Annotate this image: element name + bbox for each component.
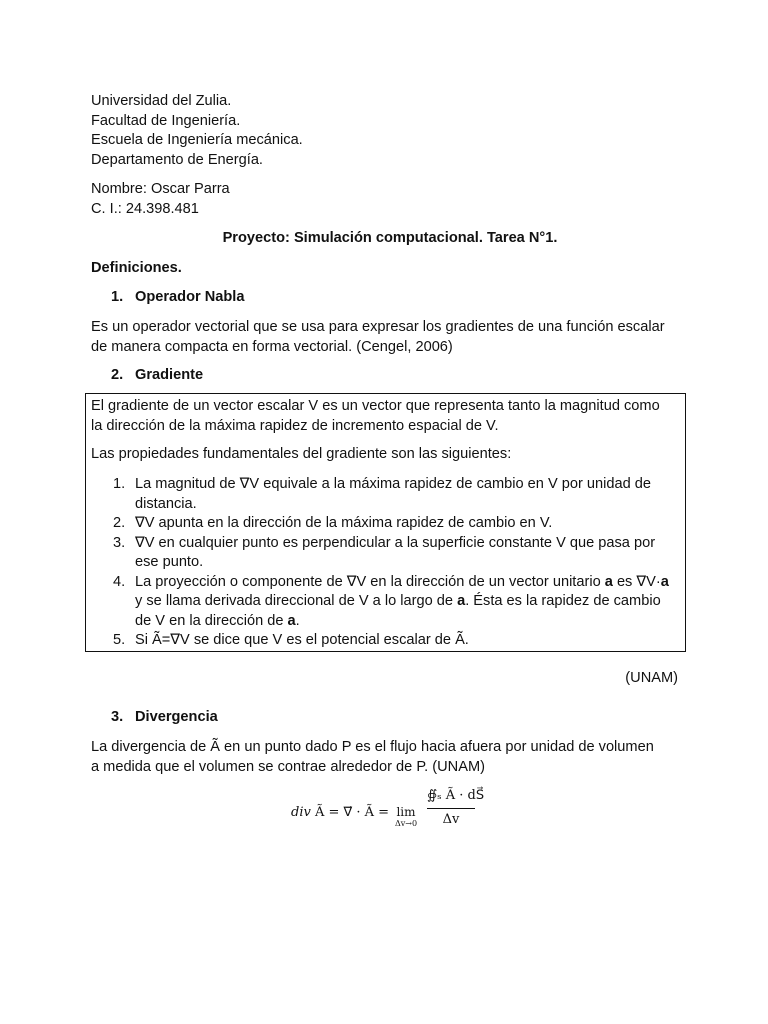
- list-line: [135, 592, 681, 612]
- section-number: 1.: [111, 289, 124, 305]
- project-title: Proyecto: Simulación computacional. Tarea N°1.: [222, 230, 558, 246]
- gradient-properties-list: [91, 475, 681, 651]
- bold-vector: a: [457, 593, 466, 609]
- text-run: y se llama derivada direccional de V a lo largo de: [135, 593, 458, 609]
- formula-fraction: [427, 786, 485, 829]
- list-item: [91, 475, 681, 514]
- student-name: Nombre: Oscar Parra: [91, 181, 230, 197]
- bold-vector: a: [660, 573, 669, 590]
- section-heading-nabla: [91, 288, 244, 308]
- formula-limit: [391, 805, 421, 829]
- bold-vector: a: [604, 573, 613, 590]
- list-number: 1.: [113, 476, 126, 492]
- list-line: ese punto.: [135, 554, 204, 570]
- student-info: [91, 180, 689, 219]
- list-line: ∇V en cualquier punto es perpendicular a la superficie constante V que pasa por: [135, 534, 656, 551]
- list-item: [91, 631, 681, 651]
- gradient-props-intro: Las propiedades fundamentales del gradiente son las siguientes:: [91, 446, 512, 462]
- list-number: 3.: [113, 534, 126, 551]
- paragraph-line: El gradiente de un vector escalar V es un vector que representa tanto la magnitud como: [91, 398, 660, 414]
- list-item: [91, 573, 681, 632]
- section-title: Operador Nabla: [135, 289, 245, 305]
- list-number: 5.: [113, 632, 126, 648]
- section-heading-divergencia: [91, 708, 218, 728]
- student-ci: C. I.: 24.398.481: [91, 200, 199, 217]
- header-line: Universidad del Zulia.: [91, 93, 232, 109]
- fraction-denominator: Δv: [442, 812, 460, 827]
- divergencia-paragraph: [91, 738, 689, 777]
- text-run: .: [295, 612, 300, 629]
- institution-header: [91, 92, 689, 170]
- section-title: Gradiente: [135, 367, 204, 383]
- gradient-box: [85, 393, 686, 652]
- nabla-paragraph: [91, 318, 689, 357]
- text-run: . Ésta es la rapidez de cambio: [465, 593, 661, 609]
- list-item: [91, 514, 681, 534]
- paragraph-line: de manera compacta en forma vectorial. (Cengel, 2006): [91, 338, 453, 355]
- list-item: [91, 534, 681, 573]
- section-title: Divergencia: [135, 709, 218, 725]
- text-run: La proyección o componente de ∇V en la dirección de un vector unitario: [135, 573, 605, 590]
- limit-word: lim: [396, 805, 416, 819]
- formula-lhs-rest: Ã = ∇⃗ · Ã =: [310, 805, 390, 820]
- header-line: Departamento de Energía.: [91, 151, 263, 168]
- paragraph-line: la dirección de la máxima rapidez de incremento espacial de V.: [91, 417, 499, 434]
- list-line: ∇V apunta en la dirección de la máxima rapidez de cambio en V.: [135, 515, 553, 531]
- definitions-title: Definiciones.: [91, 260, 182, 276]
- header-line: Escuela de Ingeniería mecánica.: [91, 132, 303, 148]
- list-line: distancia.: [135, 495, 197, 512]
- list-number: 2.: [113, 515, 126, 531]
- text-run: es ∇V·: [612, 573, 661, 590]
- formula-lhs: [291, 803, 389, 823]
- list-line: Si Ã=∇V se dice que V es el potencial escalar de Ã.: [135, 632, 469, 648]
- section-heading-gradiente: [91, 366, 203, 386]
- formula-div-word: div: [291, 805, 311, 820]
- gradient-intro: [91, 397, 681, 436]
- limit-subscript: Δv→0: [394, 819, 418, 828]
- bold-vector: a: [287, 612, 296, 629]
- list-line: [135, 573, 681, 593]
- paragraph-line: a medida que el volumen se contrae alrededor de P. (UNAM): [91, 758, 485, 775]
- section-number: 2.: [111, 367, 124, 383]
- list-line: [135, 612, 681, 632]
- fraction-bar: [427, 808, 475, 809]
- fraction-numerator: ∯ₛ Ã · dS⃗: [427, 788, 485, 803]
- list-number: 4.: [113, 573, 126, 590]
- paragraph-line: Es un operador vectorial que se usa para expresar los gradientes de una función escalar: [91, 319, 665, 335]
- paragraph-line: La divergencia de Ã en un punto dado P es el flujo hacia afuera por unidad de volumen: [91, 739, 654, 755]
- section-number: 3.: [111, 709, 124, 725]
- text-run: de V en la dirección de: [135, 612, 288, 629]
- header-line: Facultad de Ingeniería.: [91, 112, 241, 129]
- list-line: La magnitud de ∇V equivale a la máxima rapidez de cambio en V por unidad de: [135, 476, 651, 492]
- citation: (UNAM): [625, 670, 678, 686]
